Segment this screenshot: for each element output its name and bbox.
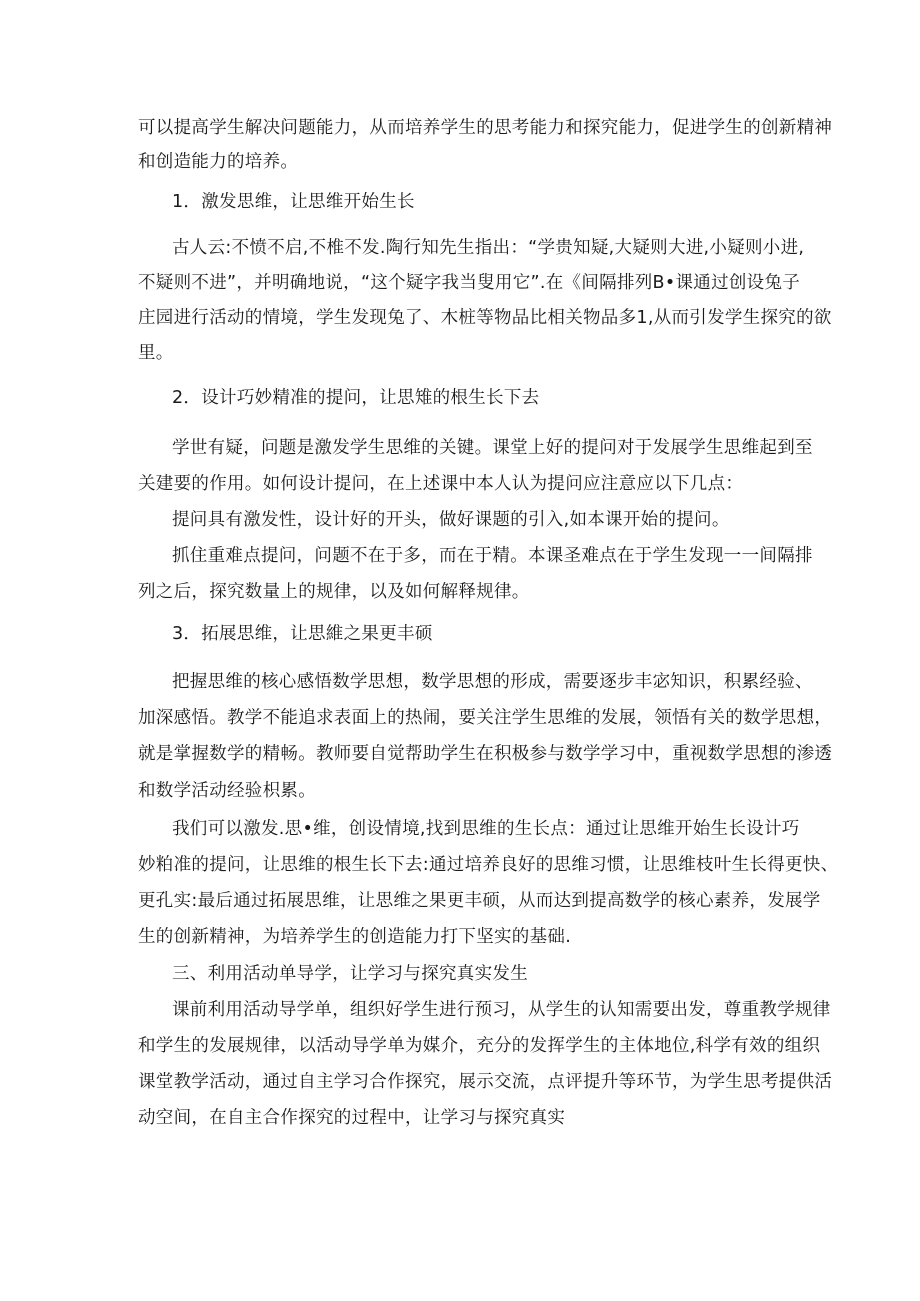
section-heading: 三、利用活动单导学，让学习与探究真实发生: [172, 964, 528, 984]
body-text-line: 更孔实:最后通过拓展思维，让思维之果更丰硕，从而达到提高数学的核心素养，发展学: [138, 891, 821, 911]
body-text-line: 就是掌握数学的精畅。教师要自觉帮助学生在积极参与数学学习中，重视数学思想的渗透: [138, 744, 833, 764]
body-text-line: 古人云:不愤不启,不椎不发.陶行知先生指出：“学贵知疑,大疑则大进,小疑则小进,: [172, 238, 805, 258]
body-text-line: 妙粕准的提问，让思维的根生长下去:通过培养良好的思维习惯，让思维枝叶生长得更快、: [138, 855, 839, 875]
body-text-line: 不疑则不进”，并明确地说，“这个疑字我当叟用它”.在《间隔排列B•课通过创设兔子: [138, 273, 801, 293]
body-text-line: 加深感悟。教学不能追求表面上的热闹，要关注学生思维的发展，领悟有关的数学思想，: [138, 708, 833, 728]
body-text-line: 提问具有激发性，设计好的开头，做好课题的引入,如本课开始的提问。: [172, 510, 730, 530]
body-text-line: 关建要的作用。如何设计提问，在上述课中本人认为提问应注意应以下几点：: [138, 474, 744, 494]
body-text-line: 把握思维的核心感悟数学思想，数学思想的形成，需要逐步丰宓知识，积累经验、: [172, 672, 813, 692]
body-text-line: 课前利用活动导学单，组织好学生进行预习，从学生的认知需要出发，尊重教学规律: [172, 1000, 831, 1020]
body-text-line: 学世有疑，问题是激发学生思维的关键。课堂上好的提问对于发展学生思维起到至: [172, 438, 813, 458]
body-text-line: 生的创新精神，为培养学生的创造能力打下坚实的基础.: [138, 927, 572, 947]
body-text-line: 抓住重难点提问，问题不在于多，而在于精。本课圣难点在于学生发现一一间隔排: [172, 546, 813, 566]
body-text-line: 和学生的发展规律，以活动导学单为媒介，充分的发挥学生的主体地位,科学有效的组织: [138, 1036, 821, 1056]
body-text-line: 列之后，探究数量上的规律，以及如何解释规律。: [138, 582, 530, 602]
body-text-line: 和数学活动经验枳累。: [138, 781, 316, 801]
body-text-line: 可以提高学生解决问题能力，从而培养学生的思考能力和探究能力，促进学生的创新精神: [138, 118, 833, 138]
body-text-line: 课堂教学活动，通过自主学习合作探究，展示交流，点评提升等环节，为学生思考提供活: [138, 1072, 833, 1092]
body-text-line: 我们可以激发.思•维，创设情境,找到思维的生长点：通过让思维开始生长设计巧: [172, 819, 800, 839]
section-heading: 3．拓展思维，让思維之果更丰硕: [172, 624, 433, 644]
section-heading: 1．激发思维，让思维开始生长: [172, 192, 415, 212]
body-text-line: 庄园进行活动的情境，学生发现兔了、木桩等物品比相关物品多1,从而引发学生探究的欲: [138, 308, 832, 328]
section-heading: 2．设计巧妙精准的提问，让思雉的根生长下去: [172, 388, 540, 408]
body-text-line: 和创造能力的培养。: [138, 152, 299, 172]
body-text-line: 里。: [138, 343, 174, 363]
body-text-line: 动空间，在自主合作探究的过程中，让学习与探究真实: [138, 1108, 566, 1128]
